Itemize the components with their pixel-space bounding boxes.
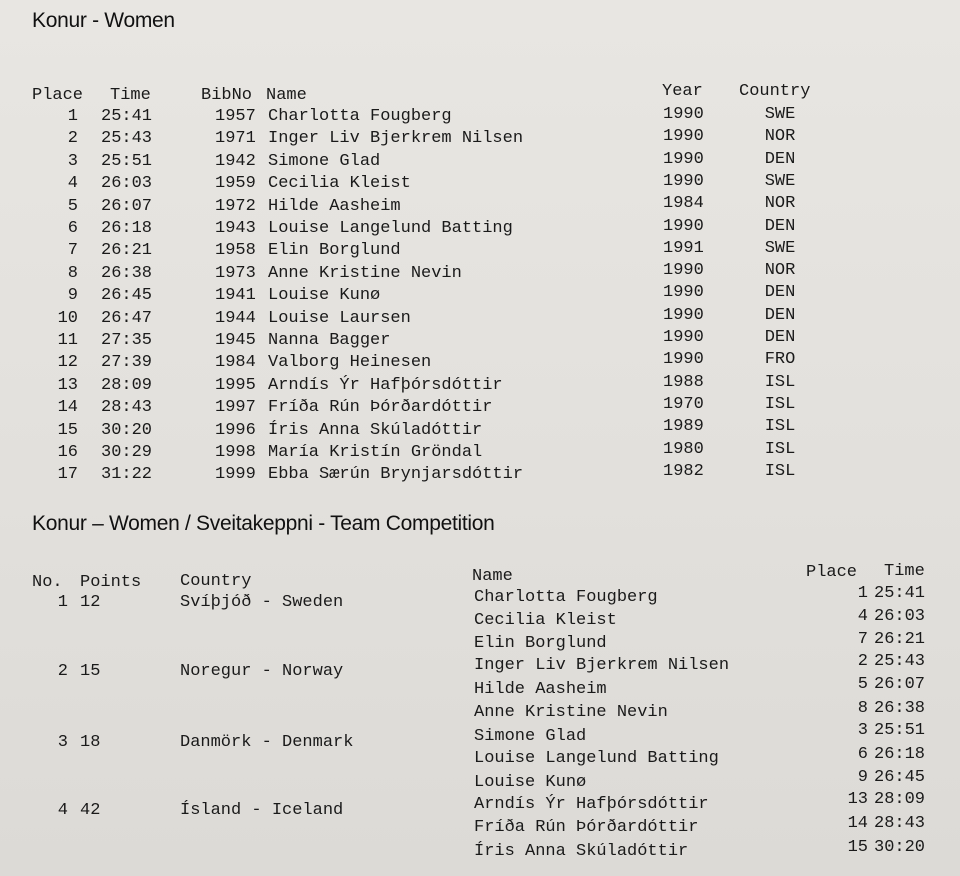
team-member-time: 28:09 — [874, 790, 926, 809]
header-place: Place — [32, 86, 84, 105]
result-bibno: 1997 — [215, 398, 256, 418]
result-place: 15 — [57, 420, 78, 440]
result-name: Ebba Særún Brynjarsdóttir — [268, 465, 524, 485]
header-team-place: Place — [806, 563, 858, 582]
result-name: Louise Langelund Batting — [268, 219, 513, 238]
result-country: ISL — [764, 417, 796, 437]
result-country: FRO — [764, 350, 796, 370]
result-year: 1970 — [663, 394, 704, 414]
result-time: 25:51 — [101, 151, 153, 171]
result-row — [0, 149, 960, 174]
header-team-country: Country — [180, 572, 252, 591]
result-time: 28:43 — [101, 398, 153, 418]
result-place: 16 — [57, 443, 78, 462]
result-time: 30:29 — [101, 443, 153, 462]
team-member-time: 26:07 — [874, 675, 926, 694]
result-year: 1982 — [663, 461, 704, 481]
result-bibno: 1941 — [215, 286, 256, 306]
result-bibno: 1996 — [215, 420, 256, 440]
result-time: 26:03 — [101, 174, 153, 194]
result-place: 5 — [67, 196, 78, 216]
result-place: 9 — [67, 286, 78, 306]
team-member-time: 26:18 — [874, 745, 926, 764]
result-bibno: 1943 — [215, 219, 256, 238]
result-row — [0, 129, 960, 151]
result-country: NOR — [764, 127, 796, 147]
result-row — [0, 261, 960, 286]
result-row — [0, 216, 960, 241]
team-no: 1 — [57, 593, 68, 612]
team-member-place: 14 — [847, 814, 868, 833]
header-time: Time — [110, 86, 151, 105]
header-name: Name — [266, 86, 307, 105]
result-place: 4 — [67, 174, 78, 194]
team-member-time: 25:41 — [874, 584, 926, 603]
result-country: DEN — [764, 216, 796, 236]
result-country: DEN — [764, 305, 796, 325]
result-time: 26:47 — [101, 308, 153, 328]
result-year: 1990 — [663, 261, 704, 281]
team-member-time: 28:43 — [874, 814, 926, 833]
result-bibno: 1958 — [215, 241, 256, 261]
result-time: 28:09 — [101, 375, 153, 395]
result-name: Arndís Ýr Hafþórsdóttir — [268, 375, 503, 395]
result-name: Anne Kristine Nevin — [268, 263, 462, 283]
result-place: 10 — [57, 308, 78, 328]
result-year: 1990 — [663, 105, 704, 124]
team-member-name: Arndís Ýr Hafþórsdóttir — [474, 795, 709, 814]
team-member-name: Charlotta Fougberg — [474, 588, 658, 607]
result-place: 14 — [57, 398, 78, 418]
team-member-place: 2 — [857, 652, 868, 671]
team-member-place: 9 — [857, 768, 868, 787]
result-country: DEN — [764, 283, 796, 303]
result-year: 1984 — [663, 194, 704, 214]
team-points: 42 — [80, 801, 101, 820]
team-member-time: 26:45 — [874, 768, 926, 787]
team-member-time: 25:43 — [874, 652, 926, 671]
result-place: 8 — [67, 263, 78, 283]
result-row — [0, 350, 960, 375]
result-row — [0, 194, 960, 219]
result-row — [0, 439, 960, 465]
result-row — [0, 305, 960, 331]
team-member-time: 30:20 — [874, 838, 926, 857]
result-time: 26:38 — [101, 263, 153, 283]
result-country: ISL — [764, 461, 796, 481]
header-team-name: Name — [472, 567, 513, 586]
result-row — [0, 328, 960, 353]
result-row — [0, 107, 960, 129]
result-country: SWE — [764, 171, 796, 191]
team-points: 15 — [80, 662, 101, 681]
result-name: Louise Laursen — [268, 308, 411, 328]
result-name: Íris Anna Skúladóttir — [268, 420, 483, 440]
result-row — [0, 417, 960, 443]
result-row — [0, 394, 960, 420]
team-member-name: Louise Kunø — [474, 773, 587, 792]
result-name: Inger Liv Bjerkrem Nilsen — [268, 129, 524, 149]
result-name: Elin Borglund — [268, 241, 401, 261]
result-country: SWE — [764, 105, 796, 124]
result-row — [0, 283, 960, 308]
result-country: SWE — [764, 238, 796, 258]
result-row — [0, 238, 960, 263]
team-member-name: Elin Borglund — [474, 634, 607, 653]
result-time: 26:18 — [101, 219, 153, 238]
result-name: Nanna Bagger — [268, 331, 391, 350]
team-member-place: 7 — [857, 630, 868, 649]
header-year: Year — [662, 82, 703, 101]
header-points: Points — [80, 573, 142, 592]
result-time: 25:41 — [101, 107, 153, 126]
result-year: 1990 — [663, 328, 704, 347]
result-name: Louise Kunø — [268, 286, 381, 306]
team-country: Danmörk - Denmark — [180, 733, 354, 752]
result-name: Fríða Rún Þórðardóttir — [268, 398, 493, 418]
team-member-place: 5 — [857, 675, 868, 694]
result-time: 26:07 — [101, 196, 153, 216]
result-year: 1990 — [663, 216, 704, 236]
result-row — [0, 461, 960, 487]
result-place: 3 — [67, 151, 78, 171]
results-title: Konur - Women — [32, 9, 175, 32]
team-member-time: 26:38 — [874, 699, 926, 718]
result-place: 12 — [57, 353, 78, 373]
result-year: 1990 — [663, 149, 704, 169]
result-time: 27:39 — [101, 353, 153, 373]
result-time: 25:43 — [101, 129, 153, 149]
result-bibno: 1944 — [215, 308, 256, 328]
result-year: 1990 — [663, 350, 704, 370]
result-name: María Kristín Gröndal — [268, 443, 483, 462]
result-row — [0, 372, 960, 398]
team-no: 2 — [57, 662, 68, 681]
result-time: 31:22 — [101, 465, 153, 485]
team-member-name: Louise Langelund Batting — [474, 749, 719, 768]
team-member-name: Fríða Rún Þórðardóttir — [474, 818, 699, 837]
result-year: 1991 — [663, 238, 704, 258]
result-bibno: 1945 — [215, 331, 256, 350]
result-place: 11 — [57, 331, 78, 350]
result-bibno: 1959 — [215, 174, 256, 194]
team-points: 12 — [80, 593, 101, 612]
result-bibno: 1999 — [215, 465, 256, 485]
result-country: NOR — [764, 194, 796, 214]
team-member-name: Anne Kristine Nevin — [474, 703, 668, 722]
result-year: 1990 — [663, 305, 704, 325]
result-name: Hilde Aasheim — [268, 196, 401, 216]
result-country: NOR — [764, 261, 796, 281]
result-bibno: 1957 — [215, 107, 256, 126]
result-country: DEN — [764, 328, 796, 347]
team-member-place: 13 — [847, 790, 868, 809]
result-year: 1990 — [663, 283, 704, 303]
result-bibno: 1942 — [215, 151, 256, 171]
team-member-name: Hilde Aasheim — [474, 680, 607, 699]
team-member-time: 26:03 — [874, 607, 926, 626]
result-bibno: 1995 — [215, 375, 256, 395]
header-no: No. — [32, 573, 63, 592]
result-year: 1988 — [663, 372, 704, 392]
team-member-name: Íris Anna Skúladóttir — [474, 842, 689, 861]
team-points: 18 — [80, 733, 101, 752]
result-row — [0, 171, 960, 196]
result-name: Valborg Heinesen — [268, 353, 432, 373]
team-title: Konur – Women / Sveitakeppni - Team Competition — [32, 512, 495, 535]
result-name: Simone Glad — [268, 151, 381, 171]
team-member-place: 15 — [847, 838, 868, 857]
team-member-name: Inger Liv Bjerkrem Nilsen — [474, 656, 730, 675]
result-bibno: 1971 — [215, 129, 256, 149]
result-year: 1980 — [663, 439, 704, 459]
result-place: 17 — [57, 465, 78, 485]
header-bibno: BibNo — [201, 86, 253, 105]
team-member-name: Simone Glad — [474, 727, 587, 746]
team-member-place: 8 — [857, 699, 868, 718]
result-year: 1989 — [663, 417, 704, 437]
result-year: 1990 — [663, 127, 704, 147]
result-bibno: 1973 — [215, 263, 256, 283]
result-bibno: 1984 — [215, 353, 256, 373]
team-member-place: 3 — [857, 721, 868, 740]
team-member-time: 25:51 — [874, 721, 926, 740]
team-country: Ísland - Iceland — [180, 801, 344, 820]
team-no: 4 — [57, 801, 68, 820]
result-name: Cecilia Kleist — [268, 174, 411, 194]
result-time: 27:35 — [101, 331, 153, 350]
header-country: Country — [739, 82, 811, 101]
result-place: 13 — [57, 375, 78, 395]
team-member-name: Cecilia Kleist — [474, 611, 617, 630]
result-bibno: 1998 — [215, 443, 256, 462]
team-country: Svíþjóð - Sweden — [180, 593, 344, 612]
team-member-place: 6 — [857, 745, 868, 764]
result-name: Charlotta Fougberg — [268, 107, 452, 126]
team-no: 3 — [57, 733, 68, 752]
team-member-place: 1 — [857, 584, 868, 603]
result-time: 26:21 — [101, 241, 153, 261]
result-country: ISL — [764, 394, 796, 414]
team-country: Noregur - Norway — [180, 662, 344, 681]
result-time: 30:20 — [101, 420, 153, 440]
result-time: 26:45 — [101, 286, 153, 306]
result-place: 1 — [67, 107, 78, 126]
result-country: ISL — [764, 439, 796, 459]
result-place: 7 — [67, 241, 78, 261]
team-member-time: 26:21 — [874, 630, 926, 649]
team-member-place: 4 — [857, 607, 868, 626]
header-team-time: Time — [884, 562, 925, 581]
result-country: DEN — [764, 149, 796, 169]
result-place: 6 — [67, 219, 78, 238]
result-bibno: 1972 — [215, 196, 256, 216]
result-country: ISL — [764, 372, 796, 392]
result-year: 1990 — [663, 171, 704, 191]
result-place: 2 — [67, 129, 78, 149]
